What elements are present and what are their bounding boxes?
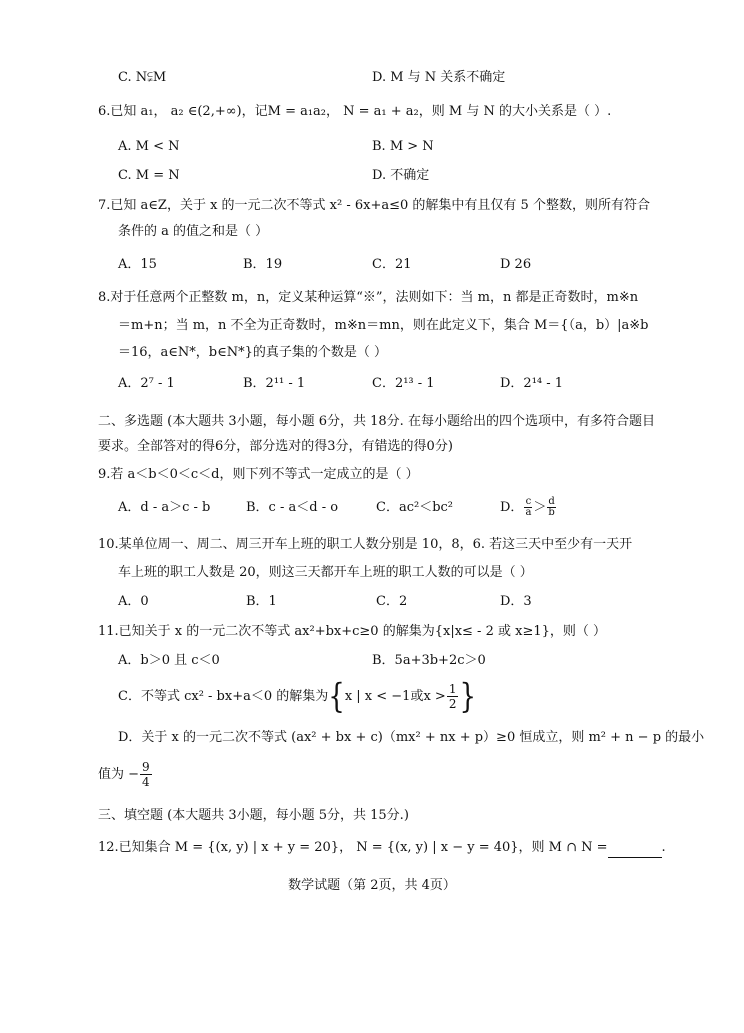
q11-option-d-line1: D．关于 x 的一元二次不等式 (ax² + bx + c)（mx² + nx + p）≥0 恒成立，则 m² + n − p 的最小 <box>118 730 705 745</box>
page-footer: 数学试题（第 2页，共 4页） <box>288 878 456 893</box>
q8-option-c: C．2¹³ - 1 <box>372 376 435 391</box>
q11-option-c-num: 1 <box>448 682 457 696</box>
q9-option-d-fraction-right <box>547 497 555 518</box>
q8-option-d: D．2¹⁴ - 1 <box>500 376 564 391</box>
q11-option-d-den: 4 <box>142 775 150 789</box>
q12-stem-text: 12.已知集合 M = {(x, y) | x + y = 20}， N = {(x, y) | x − y = 40}，则 M ∩ N = <box>98 840 608 855</box>
section3-heading: 三、填空题 (本大题共 3小题，每小题 5分，共 15分.) <box>98 808 409 823</box>
q7-option-c: C．21 <box>372 257 412 272</box>
q6-stem <box>98 102 611 122</box>
q6-option-b: B. M > N <box>372 139 434 154</box>
q7-stem-line2: 条件的 a 的值之和是（ ） <box>118 224 269 239</box>
q9-option-d-den1: a <box>525 507 532 518</box>
q10-option-a: A．0 <box>118 594 149 609</box>
q9-option-d-num2: d <box>548 496 555 507</box>
q5-option-d: D. M 与 N 关系不确定 <box>372 70 506 85</box>
q6-stem-part-b: M = a₁a₂， N = a₁ + a₂，则 M 与 N 的大小关系是（ ）. <box>267 104 612 119</box>
section2-heading-line2: 要求。全部答对的得6分，部分选对的得3分，有错选的得0分) <box>98 439 453 454</box>
q11-option-d-line2-text: 值为 − <box>98 767 140 782</box>
q9-option-d-fraction-left <box>524 497 532 518</box>
q6-option-c: C. M = N <box>118 168 180 183</box>
q9-option-c: C．ac²＜bc² <box>376 500 454 515</box>
q11-option-d-fraction <box>140 760 152 789</box>
q11-option-d-line2 <box>98 760 153 790</box>
q7-option-b: B．19 <box>243 257 283 272</box>
q10-option-c: C．2 <box>376 594 408 609</box>
q11-option-c <box>118 677 476 716</box>
right-brace: } <box>459 677 476 716</box>
q11-option-b: B．5a+3b+2c＞0 <box>372 653 486 668</box>
q11-stem: 11.已知关于 x 的一元二次不等式 ax²+bx+c≥0 的解集为{x|x≤ - 2 或 x≥1}，则（ ） <box>98 624 607 639</box>
section2-heading-line1: 二、多选题 (本大题共 3小题，每小题 6分，共 18分. 在每小题给出的四个选项中，有多符合题目 <box>98 414 655 429</box>
q11-option-a: A．b＞0 且 c＜0 <box>118 653 220 668</box>
q10-option-d: D．3 <box>500 594 532 609</box>
q9-stem: 9.若 a＜b＜0＜c＜d，则下列不等式一定成立的是（ ） <box>98 467 419 482</box>
q7-option-a: A．15 <box>118 257 157 272</box>
q6-option-d: D. 不确定 <box>372 168 430 183</box>
q9-option-d-label: D． <box>500 500 524 515</box>
q8-stem-line2: ＝m+n；当 m，n 不全为正奇数时，m※n＝mn，则在此定义下，集合 M＝{（a，b）|a※b <box>118 318 649 333</box>
left-brace: { <box>328 677 345 716</box>
q12-stem <box>98 838 666 858</box>
q6-option-a: A. M < N <box>118 139 180 154</box>
q11-option-c-text: C．不等式 cx² - bx+a＜0 的解集为 <box>118 689 329 704</box>
q8-option-b: B．2¹¹ - 1 <box>243 376 306 391</box>
q7-option-d: D 26 <box>500 257 532 272</box>
q11-option-c-fraction <box>447 682 459 711</box>
q8-option-a: A．2⁷ - 1 <box>118 376 175 391</box>
q9-option-d-num1: c <box>525 496 532 507</box>
q12-stem-end: . <box>661 840 666 855</box>
q11-option-c-den: 2 <box>448 697 457 711</box>
q9-option-d <box>500 494 557 522</box>
q10-stem-line2: 车上班的职工人数是 20，则这三天都开车上班的职工人数的可以是（ ） <box>118 565 533 580</box>
q6-stem-part-a: 6.已知 a₁， a₂ ∈(2,+∞)，记 <box>98 104 268 119</box>
q9-option-d-den2: b <box>548 507 555 518</box>
q8-stem-line1: 8.对于任意两个正整数 m，n，定义某种运算“※”，法则如下：当 m，n 都是正奇数时，m※n <box>98 290 639 305</box>
q9-option-a: A．d - a＞c - b <box>118 500 211 515</box>
q10-stem-line1: 10.某单位周一、周二、周三开车上班的职工人数分别是 10，8，6. 若这三天中至少有一天开 <box>98 537 633 552</box>
q8-stem-line3: ＝16，a∈N*，b∈N*}的真子集的个数是（ ） <box>118 345 388 360</box>
q9-option-b: B．c - a＜d - o <box>246 500 339 515</box>
q5-option-c: C. N⫋M <box>118 70 167 85</box>
q11-option-c-set: x | x < −1或x > <box>344 689 446 704</box>
q10-option-b: B．1 <box>246 594 277 609</box>
q11-option-d-num: 9 <box>142 760 150 774</box>
answer-blank[interactable] <box>608 843 662 858</box>
q9-option-d-operator: ＞ <box>533 500 547 515</box>
q7-stem-line1: 7.已知 a∈Z，关于 x 的一元二次不等式 x² - 6x+a≤0 的解集中有且仅有 5 个整数，则所有符合 <box>98 198 650 213</box>
